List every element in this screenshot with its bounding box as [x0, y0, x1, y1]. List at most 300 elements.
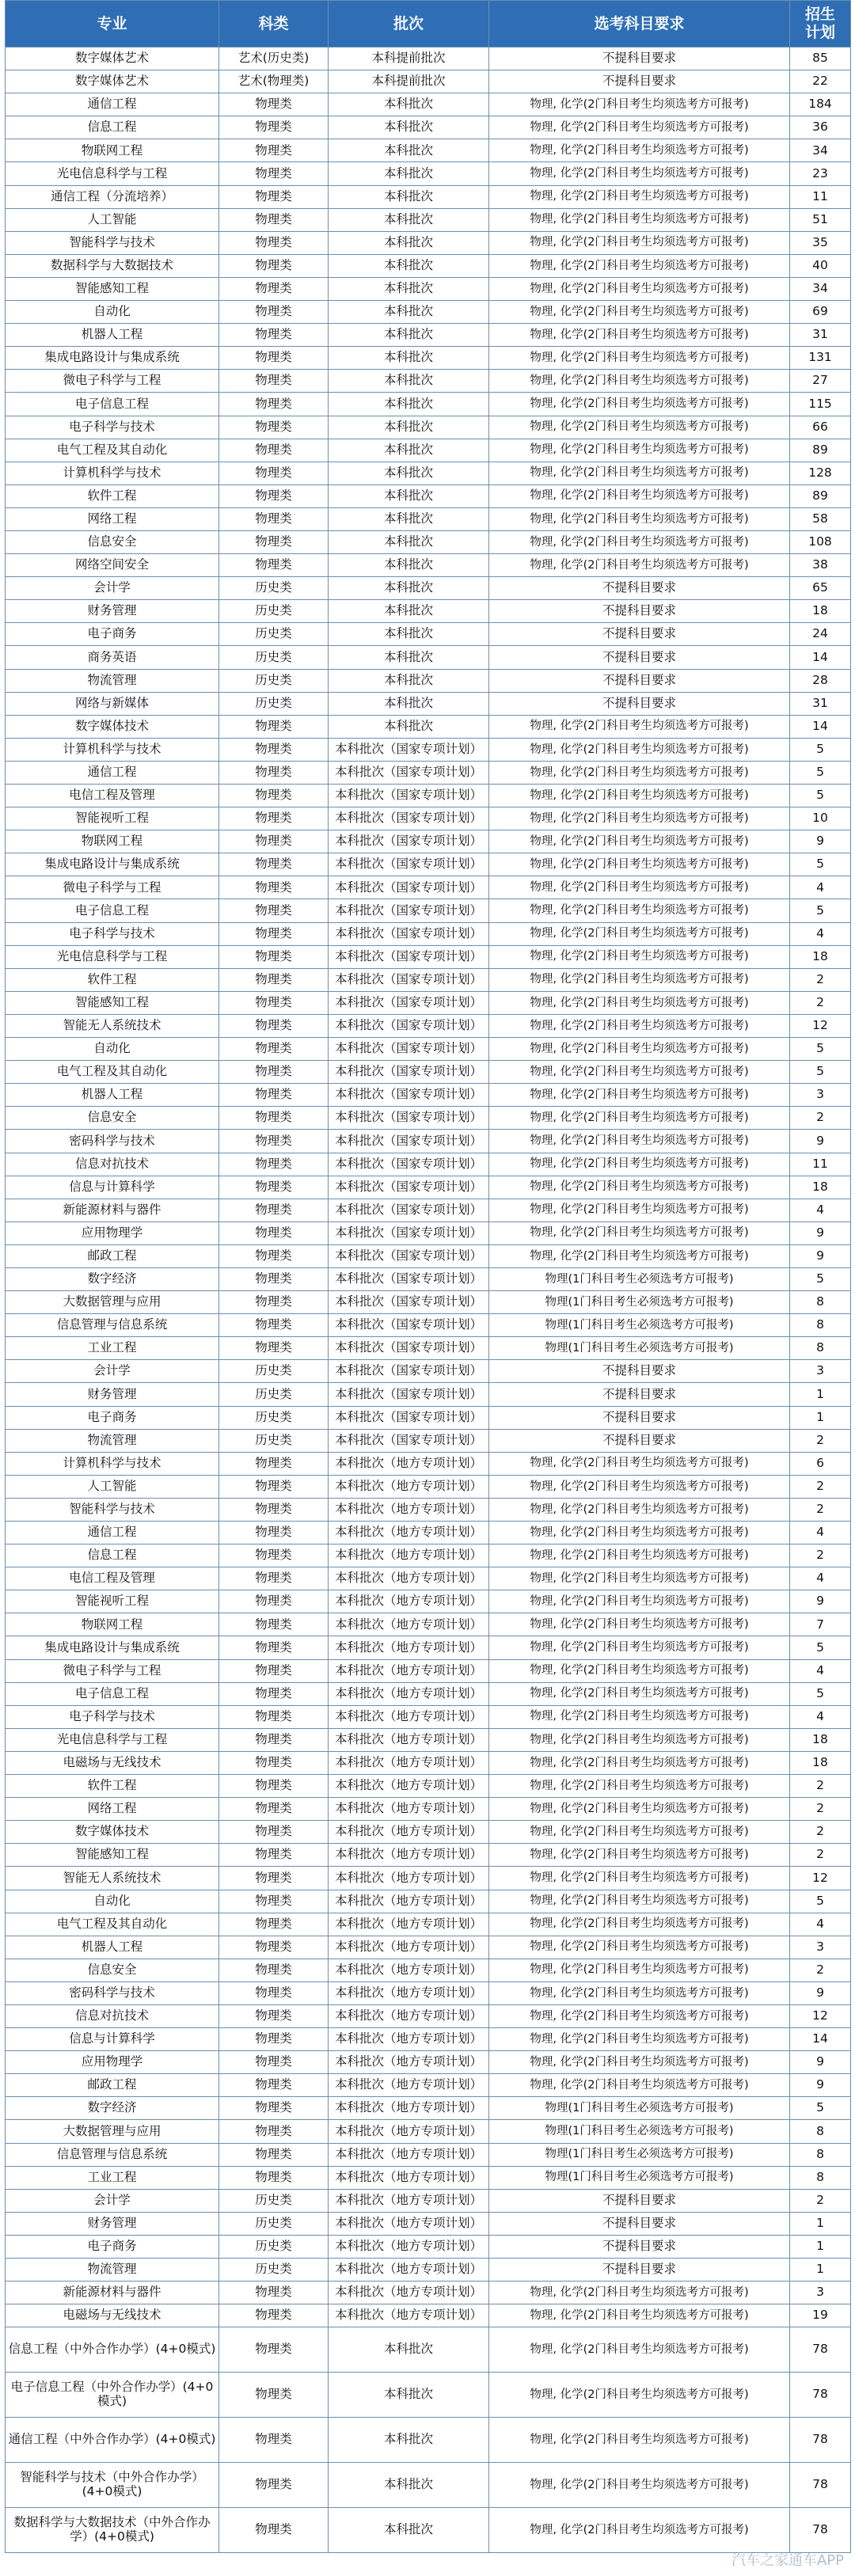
batch-cell: 本科批次（国家专项计划）: [329, 1014, 489, 1037]
batch-cell: 本科批次（地方专项计划）: [329, 1522, 489, 1544]
table-row: [6, 2282, 851, 2304]
subject-requirement-cell: 不提科目要求: [489, 1429, 790, 1452]
category-cell: 物理类: [219, 1682, 329, 1705]
table-row: [6, 1360, 851, 1383]
batch-cell: 本科批次（地方专项计划）: [329, 1452, 489, 1475]
category-cell: 物理类: [219, 1544, 329, 1567]
subject-requirement-cell: 物理, 化学(2门科目考生均须选考方可报考): [489, 715, 790, 738]
category-cell: 物理类: [219, 1452, 329, 1475]
batch-cell: 本科批次（地方专项计划）: [329, 1775, 489, 1798]
category-cell: 物理类: [219, 1522, 329, 1544]
subject-requirement-cell: 不提科目要求: [489, 2189, 790, 2212]
major-cell: 信息管理与信息系统: [6, 2143, 219, 2166]
major-cell: 电气工程及其自动化: [6, 439, 219, 462]
enrollment-plan-cell: 128: [790, 462, 851, 484]
enrollment-plan-cell: 9: [790, 830, 851, 853]
subject-requirement-cell: 物理, 化学(2门科目考生均须选考方可报考): [489, 1775, 790, 1798]
batch-cell: 本科批次: [329, 301, 489, 324]
major-cell: 智能科学与技术: [6, 1498, 219, 1521]
enrollment-plan-cell: 24: [790, 623, 851, 646]
major-cell: 软件工程: [6, 484, 219, 507]
major-cell: 通信工程（中外合作办学）(4+0模式): [6, 2418, 219, 2463]
category-cell: 物理类: [219, 1913, 329, 1936]
enrollment-plan-cell: 2: [790, 1775, 851, 1798]
batch-cell: 本科批次（地方专项计划）: [329, 2120, 489, 2143]
category-cell: 物理类: [219, 2028, 329, 2051]
subject-requirement-cell: 物理, 化学(2门科目考生均须选考方可报考): [489, 1590, 790, 1613]
enrollment-plan-cell: 35: [790, 231, 851, 254]
major-cell: 信息安全: [6, 1959, 219, 1981]
category-cell: 物理类: [219, 761, 329, 784]
table-row: [6, 1199, 851, 1222]
subject-requirement-cell: 物理, 化学(2门科目考生均须选考方可报考): [489, 1981, 790, 2004]
enrollment-plan-cell: 8: [790, 2166, 851, 2189]
enrollment-plan-cell: 36: [790, 116, 851, 139]
batch-cell: 本科批次（国家专项计划）: [329, 1360, 489, 1383]
batch-cell: 本科批次: [329, 208, 489, 231]
subject-requirement-cell: 物理, 化学(2门科目考生均须选考方可报考): [489, 1659, 790, 1682]
enrollment-plan-cell: 18: [790, 1751, 851, 1774]
table-row: [6, 669, 851, 692]
subject-requirement-cell: 物理, 化学(2门科目考生均须选考方可报考): [489, 1567, 790, 1590]
subject-requirement-cell: 物理, 化学(2门科目考生均须选考方可报考): [489, 2418, 790, 2463]
enrollment-plan-cell: 78: [790, 2508, 851, 2553]
table-row: [6, 1337, 851, 1360]
batch-cell: 本科批次（地方专项计划）: [329, 1798, 489, 1821]
enrollment-plan-cell: 4: [790, 1567, 851, 1590]
major-cell: 新能源材料与器件: [6, 1199, 219, 1222]
major-cell: 电气工程及其自动化: [6, 1913, 219, 1936]
batch-cell: 本科批次（地方专项计划）: [329, 1498, 489, 1521]
enrollment-plan-cell: 5: [790, 1267, 851, 1290]
table-row: [6, 2373, 851, 2418]
batch-cell: 本科批次（地方专项计划）: [329, 2004, 489, 2027]
table-row: [6, 1452, 851, 1475]
batch-cell: 本科批次（国家专项计划）: [329, 761, 489, 784]
enrollment-plan-cell: 2: [790, 991, 851, 1014]
header-major: 专业: [6, 1, 219, 47]
major-cell: 微电子科学与工程: [6, 1659, 219, 1682]
table-row: [6, 416, 851, 439]
subject-requirement-cell: 物理, 化学(2门科目考生均须选考方可报考): [489, 370, 790, 393]
category-cell: 物理类: [219, 208, 329, 231]
header-subject-requirement: 选考科目要求: [489, 1, 790, 47]
enrollment-plan-cell: 1: [790, 2259, 851, 2282]
category-cell: 物理类: [219, 439, 329, 462]
category-cell: 物理类: [219, 1844, 329, 1867]
subject-requirement-cell: 物理, 化学(2门科目考生均须选考方可报考): [489, 347, 790, 370]
category-cell: 物理类: [219, 945, 329, 968]
category-cell: 物理类: [219, 1153, 329, 1176]
major-cell: 会计学: [6, 1360, 219, 1383]
category-cell: 物理类: [219, 1775, 329, 1798]
subject-requirement-cell: 不提科目要求: [489, 1406, 790, 1429]
major-cell: 电子信息工程: [6, 1682, 219, 1705]
subject-requirement-cell: 物理, 化学(2门科目考生均须选考方可报考): [489, 2028, 790, 2051]
subject-requirement-cell: 物理(1门科目考生必须选考方可报考): [489, 1267, 790, 1290]
category-cell: 物理类: [219, 1014, 329, 1037]
table-row: [6, 1222, 851, 1244]
subject-requirement-cell: 物理, 化学(2门科目考生均须选考方可报考): [489, 2463, 790, 2508]
category-cell: 物理类: [219, 2508, 329, 2553]
table-row: [6, 2166, 851, 2189]
category-cell: 物理类: [219, 1222, 329, 1244]
enrollment-plan-cell: 8: [790, 2143, 851, 2166]
batch-cell: 本科批次（地方专项计划）: [329, 2074, 489, 2097]
category-cell: 物理类: [219, 830, 329, 853]
batch-cell: 本科批次: [329, 277, 489, 300]
table-row: [6, 231, 851, 254]
enrollment-plan-cell: 40: [790, 254, 851, 277]
category-cell: 物理类: [219, 1728, 329, 1751]
batch-cell: 本科批次: [329, 347, 489, 370]
major-cell: 电子科学与技术: [6, 416, 219, 439]
table-row: [6, 922, 851, 945]
batch-cell: 本科批次（国家专项计划）: [329, 1176, 489, 1199]
batch-cell: 本科批次（国家专项计划）: [329, 1267, 489, 1290]
batch-cell: 本科批次: [329, 600, 489, 623]
subject-requirement-cell: 物理, 化学(2门科目考生均须选考方可报考): [489, 462, 790, 484]
major-cell: 网络与新媒体: [6, 692, 219, 715]
enrollment-plan-cell: 51: [790, 208, 851, 231]
category-cell: 物理类: [219, 162, 329, 185]
batch-cell: 本科批次（国家专项计划）: [329, 853, 489, 876]
category-cell: 物理类: [219, 554, 329, 577]
batch-cell: 本科批次: [329, 623, 489, 646]
table-row: [6, 1636, 851, 1659]
table-row: [6, 324, 851, 347]
batch-cell: 本科批次（地方专项计划）: [329, 1751, 489, 1774]
enrollment-plan-cell: 7: [790, 1613, 851, 1636]
subject-requirement-cell: 物理, 化学(2门科目考生均须选考方可报考): [489, 2051, 790, 2074]
subject-requirement-cell: 物理, 化学(2门科目考生均须选考方可报考): [489, 1751, 790, 1774]
enrollment-plan-cell: 1: [790, 2235, 851, 2258]
subject-requirement-cell: 不提科目要求: [489, 646, 790, 669]
enrollment-plan-cell: 6: [790, 1452, 851, 1475]
major-cell: 应用物理学: [6, 1222, 219, 1244]
batch-cell: 本科批次（国家专项计划）: [329, 945, 489, 968]
major-cell: 电子信息工程: [6, 899, 219, 922]
batch-cell: 本科批次（地方专项计划）: [329, 1590, 489, 1613]
category-cell: 历史类: [219, 1360, 329, 1383]
category-cell: 物理类: [219, 462, 329, 484]
table-row: [6, 462, 851, 484]
watermark: 汽车之家通车APP: [731, 2552, 844, 2569]
major-cell: 微电子科学与工程: [6, 370, 219, 393]
category-cell: 物理类: [219, 1337, 329, 1360]
category-cell: 历史类: [219, 1406, 329, 1429]
batch-cell: 本科批次（国家专项计划）: [329, 1084, 489, 1107]
table-row: [6, 1176, 851, 1199]
category-cell: 物理类: [219, 2074, 329, 2097]
major-cell: 通信工程: [6, 1522, 219, 1544]
batch-cell: 本科批次: [329, 116, 489, 139]
batch-cell: 本科提前批次: [329, 47, 489, 70]
enrollment-plan-cell: 3: [790, 1936, 851, 1959]
table-row: [6, 600, 851, 623]
subject-requirement-cell: 不提科目要求: [489, 623, 790, 646]
subject-requirement-cell: 物理(1门科目考生必须选考方可报考): [489, 1291, 790, 1314]
enrollment-plan-cell: 2: [790, 1798, 851, 1821]
major-cell: 大数据管理与应用: [6, 2120, 219, 2143]
header-batch: 批次: [329, 1, 489, 47]
batch-cell: 本科批次（地方专项计划）: [329, 1844, 489, 1867]
subject-requirement-cell: 物理, 化学(2门科目考生均须选考方可报考): [489, 93, 790, 116]
subject-requirement-cell: 物理, 化学(2门科目考生均须选考方可报考): [489, 2304, 790, 2327]
batch-cell: 本科批次（国家专项计划）: [329, 738, 489, 761]
subject-requirement-cell: 物理, 化学(2门科目考生均须选考方可报考): [489, 1682, 790, 1705]
subject-requirement-cell: 物理, 化学(2门科目考生均须选考方可报考): [489, 2327, 790, 2373]
category-cell: 物理类: [219, 2143, 329, 2166]
major-cell: 财务管理: [6, 2212, 219, 2235]
major-cell: 信息与计算科学: [6, 2028, 219, 2051]
enrollment-plan-cell: 78: [790, 2373, 851, 2418]
table-row: [6, 1475, 851, 1498]
table-row: [6, 439, 851, 462]
category-cell: 物理类: [219, 1176, 329, 1199]
category-cell: 艺术(历史类): [219, 47, 329, 70]
major-cell: 物联网工程: [6, 139, 219, 162]
batch-cell: 本科批次（地方专项计划）: [329, 1821, 489, 1844]
subject-requirement-cell: 不提科目要求: [489, 1383, 790, 1406]
subject-requirement-cell: 物理, 化学(2门科目考生均须选考方可报考): [489, 139, 790, 162]
category-cell: 物理类: [219, 1659, 329, 1682]
batch-cell: 本科批次（国家专项计划）: [329, 1061, 489, 1084]
table-row: [6, 2259, 851, 2282]
subject-requirement-cell: 物理, 化学(2门科目考生均须选考方可报考): [489, 530, 790, 553]
enrollment-plan-cell: 31: [790, 324, 851, 347]
subject-requirement-cell: 物理, 化学(2门科目考生均须选考方可报考): [489, 1222, 790, 1244]
batch-cell: 本科批次（地方专项计划）: [329, 1728, 489, 1751]
major-cell: 微电子科学与工程: [6, 876, 219, 899]
category-cell: 物理类: [219, 2418, 329, 2463]
major-cell: 智能感知工程: [6, 277, 219, 300]
table-row: [6, 301, 851, 324]
major-cell: 自动化: [6, 1038, 219, 1061]
batch-cell: 本科批次: [329, 2463, 489, 2508]
enrollment-plan-cell: 10: [790, 807, 851, 830]
category-cell: 历史类: [219, 1429, 329, 1452]
table-row: [6, 1775, 851, 1798]
major-cell: 计算机科学与技术: [6, 462, 219, 484]
table-row: [6, 2327, 851, 2373]
table-row: [6, 761, 851, 784]
subject-requirement-cell: 物理, 化学(2门科目考生均须选考方可报考): [489, 1844, 790, 1867]
batch-cell: 本科批次（国家专项计划）: [329, 1429, 489, 1452]
category-cell: 物理类: [219, 1038, 329, 1061]
table-row: [6, 347, 851, 370]
major-cell: 信息工程（中外合作办学）(4+0模式): [6, 2327, 219, 2373]
major-cell: 光电信息科学与工程: [6, 1728, 219, 1751]
table-row: [6, 1014, 851, 1037]
major-cell: 信息工程: [6, 116, 219, 139]
enrollment-plan-cell: 2: [790, 1959, 851, 1981]
enrollment-plan-cell: 12: [790, 1867, 851, 1890]
batch-cell: 本科批次（地方专项计划）: [329, 2282, 489, 2304]
category-cell: 物理类: [219, 1959, 329, 1981]
enrollment-plan-cell: 14: [790, 646, 851, 669]
major-cell: 机器人工程: [6, 1084, 219, 1107]
enrollment-plan-cell: 14: [790, 715, 851, 738]
major-cell: 通信工程: [6, 761, 219, 784]
major-cell: 智能无人系统技术: [6, 1867, 219, 1890]
subject-requirement-cell: 物理, 化学(2门科目考生均须选考方可报考): [489, 1936, 790, 1959]
major-cell: 电气工程及其自动化: [6, 1061, 219, 1084]
enrollment-plan-cell: 5: [790, 1636, 851, 1659]
enrollment-plan-cell: 9: [790, 2051, 851, 2074]
batch-cell: 本科批次: [329, 530, 489, 553]
table-row: [6, 899, 851, 922]
table-row: [6, 116, 851, 139]
major-cell: 自动化: [6, 301, 219, 324]
table-row: [6, 93, 851, 116]
enrollment-plan-cell: 9: [790, 1981, 851, 2004]
subject-requirement-cell: 物理, 化学(2门科目考生均须选考方可报考): [489, 301, 790, 324]
table-row: [6, 853, 851, 876]
major-cell: 信息对抗技术: [6, 2004, 219, 2027]
subject-requirement-cell: 物理, 化学(2门科目考生均须选考方可报考): [489, 853, 790, 876]
batch-cell: 本科批次: [329, 2327, 489, 2373]
subject-requirement-cell: 物理, 化学(2门科目考生均须选考方可报考): [489, 1522, 790, 1544]
table-row: [6, 208, 851, 231]
table-row: [6, 1291, 851, 1314]
batch-cell: 本科批次（地方专项计划）: [329, 1936, 489, 1959]
table-row: [6, 139, 851, 162]
table-row: [6, 1798, 851, 1821]
enrollment-plan-cell: 28: [790, 669, 851, 692]
category-cell: 历史类: [219, 646, 329, 669]
batch-cell: 本科批次（国家专项计划）: [329, 1130, 489, 1153]
table-row: [6, 1590, 851, 1613]
category-cell: 物理类: [219, 1798, 329, 1821]
enrollment-plan-cell: 34: [790, 139, 851, 162]
table-row: [6, 1659, 851, 1682]
batch-cell: 本科批次（地方专项计划）: [329, 2028, 489, 2051]
subject-requirement-cell: 物理, 化学(2门科目考生均须选考方可报考): [489, 1107, 790, 1130]
table-row: [6, 1567, 851, 1590]
major-cell: 电信工程及管理: [6, 785, 219, 807]
batch-cell: 本科批次（地方专项计划）: [329, 2212, 489, 2235]
enrollment-plan-cell: 5: [790, 1038, 851, 1061]
enrollment-plan-cell: 5: [790, 1061, 851, 1084]
batch-cell: 本科批次（地方专项计划）: [329, 1890, 489, 1913]
table-row: [6, 945, 851, 968]
category-cell: 物理类: [219, 853, 329, 876]
enrollment-plan-cell: 2: [790, 1544, 851, 1567]
category-cell: 历史类: [219, 2235, 329, 2258]
table-row: [6, 1061, 851, 1084]
major-cell: 电信工程及管理: [6, 1567, 219, 1590]
table-row: [6, 2004, 851, 2027]
enrollment-plan-cell: 2: [790, 1821, 851, 1844]
batch-cell: 本科批次（国家专项计划）: [329, 807, 489, 830]
enrollment-plan-cell: 1: [790, 1406, 851, 1429]
major-cell: 数字经济: [6, 1267, 219, 1290]
category-cell: 物理类: [219, 991, 329, 1014]
table-row: [6, 2212, 851, 2235]
major-cell: 数字经济: [6, 2097, 219, 2120]
table-row: [6, 162, 851, 185]
table-row: [6, 1130, 851, 1153]
category-cell: 物理类: [219, 484, 329, 507]
table-row: [6, 1705, 851, 1728]
major-cell: 物联网工程: [6, 1613, 219, 1636]
subject-requirement-cell: 不提科目要求: [489, 1360, 790, 1383]
subject-requirement-cell: 物理, 化学(2门科目考生均须选考方可报考): [489, 2508, 790, 2553]
batch-cell: 本科批次: [329, 439, 489, 462]
batch-cell: 本科批次（地方专项计划）: [329, 1544, 489, 1567]
subject-requirement-cell: 物理, 化学(2门科目考生均须选考方可报考): [489, 785, 790, 807]
subject-requirement-cell: 物理, 化学(2门科目考生均须选考方可报考): [489, 484, 790, 507]
major-cell: 物流管理: [6, 2259, 219, 2282]
enrollment-plan-cell: 8: [790, 2120, 851, 2143]
table-row: [6, 807, 851, 830]
subject-requirement-cell: 物理, 化学(2门科目考生均须选考方可报考): [489, 922, 790, 945]
major-cell: 信息与计算科学: [6, 1176, 219, 1199]
enrollment-plan-cell: 12: [790, 2004, 851, 2027]
subject-requirement-cell: 物理, 化学(2门科目考生均须选考方可报考): [489, 1705, 790, 1728]
batch-cell: 本科批次（国家专项计划）: [329, 1038, 489, 1061]
enrollment-plan-cell: 5: [790, 738, 851, 761]
enrollment-plan-cell: 22: [790, 70, 851, 93]
category-cell: 物理类: [219, 254, 329, 277]
enrollment-plan-cell: 184: [790, 93, 851, 116]
enrollment-plan-cell: 58: [790, 507, 851, 530]
major-cell: 智能视听工程: [6, 807, 219, 830]
category-cell: 物理类: [219, 2004, 329, 2027]
major-cell: 自动化: [6, 1890, 219, 1913]
batch-cell: 本科批次: [329, 370, 489, 393]
table-row: [6, 554, 851, 577]
enrollment-plan-cell: 18: [790, 945, 851, 968]
enrollment-plan-cell: 78: [790, 2463, 851, 2508]
category-cell: 历史类: [219, 2259, 329, 2282]
enrollment-plan-cell: 5: [790, 785, 851, 807]
batch-cell: 本科批次（地方专项计划）: [329, 1959, 489, 1981]
major-cell: 网络工程: [6, 507, 219, 530]
batch-cell: 本科批次（地方专项计划）: [329, 1636, 489, 1659]
category-cell: 物理类: [219, 2051, 329, 2074]
enrollment-plan-cell: 3: [790, 1360, 851, 1383]
subject-requirement-cell: 物理, 化学(2门科目考生均须选考方可报考): [489, 876, 790, 899]
major-cell: 软件工程: [6, 1775, 219, 1798]
table-row: [6, 2097, 851, 2120]
enrollment-plan-cell: 5: [790, 853, 851, 876]
category-cell: 物理类: [219, 1084, 329, 1107]
enrollment-plan-cell: 4: [790, 1913, 851, 1936]
table-row: [6, 2120, 851, 2143]
category-cell: 物理类: [219, 1890, 329, 1913]
subject-requirement-cell: 物理, 化学(2门科目考生均须选考方可报考): [489, 1636, 790, 1659]
batch-cell: 本科批次: [329, 93, 489, 116]
batch-cell: 本科批次（国家专项计划）: [329, 899, 489, 922]
table-row: [6, 2051, 851, 2074]
major-cell: 人工智能: [6, 208, 219, 231]
major-cell: 会计学: [6, 577, 219, 600]
batch-cell: 本科批次: [329, 554, 489, 577]
major-cell: 电子信息工程（中外合作办学）(4+0模式): [6, 2373, 219, 2418]
major-cell: 电子商务: [6, 1406, 219, 1429]
subject-requirement-cell: 不提科目要求: [489, 70, 790, 93]
category-cell: 物理类: [219, 968, 329, 991]
batch-cell: 本科批次: [329, 231, 489, 254]
table-row: [6, 484, 851, 507]
enrollment-plan-cell: 108: [790, 530, 851, 553]
batch-cell: 本科批次: [329, 416, 489, 439]
header-enrollment-plan: 招生 计划: [790, 1, 851, 47]
category-cell: 物理类: [219, 1613, 329, 1636]
category-cell: 物理类: [219, 715, 329, 738]
